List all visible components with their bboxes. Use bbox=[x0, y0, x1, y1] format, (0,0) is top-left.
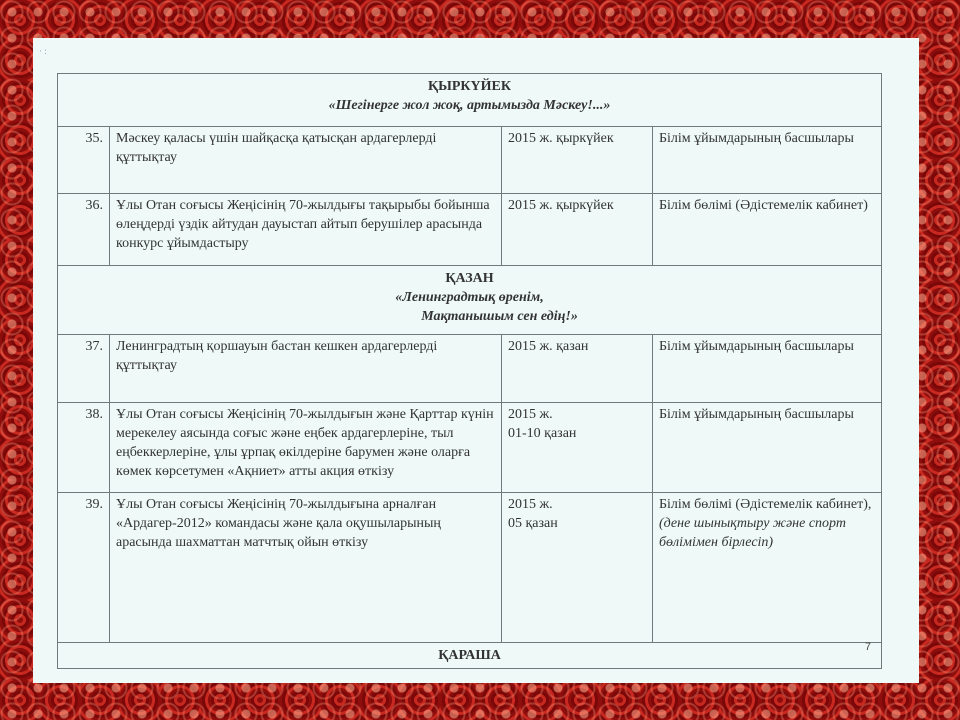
event-date: 2015 ж. қыркүйек bbox=[502, 126, 653, 193]
event-text: Мәскеу қаласы үшін шайқасқа қатысқан ардагерлерді құттықтау bbox=[110, 126, 502, 193]
responsible: Білім бөлімі (Әдістемелік кабинет) bbox=[653, 194, 882, 266]
section-row-october bbox=[58, 265, 882, 335]
event-date-line1: 2015 ж. bbox=[508, 406, 553, 422]
event-date bbox=[502, 493, 653, 643]
section-cell bbox=[58, 265, 882, 335]
section-title-november: ҚАРАША bbox=[438, 647, 501, 663]
scan-artifact: · : bbox=[39, 46, 47, 56]
page-number: 7 bbox=[864, 641, 871, 653]
row-number: 39. bbox=[58, 493, 110, 643]
table-row bbox=[58, 194, 882, 266]
events-table bbox=[57, 73, 882, 669]
table-row bbox=[58, 126, 882, 193]
event-date-line2: 01-10 қазан bbox=[508, 425, 577, 441]
section-row-september bbox=[58, 74, 882, 127]
responsible: Білім ұйымдарының басшылары bbox=[653, 402, 882, 493]
responsible: Білім ұйымдарының басшылары bbox=[653, 335, 882, 402]
row-number: 35. bbox=[58, 126, 110, 193]
table-row bbox=[58, 335, 882, 402]
row-number: 36. bbox=[58, 194, 110, 266]
event-text: Ұлы Отан соғысы Жеңісінің 70-жылдығын және Қарттар күнін мерекелеу аясында соғыс және еңбек ардагерлеріне, тыл еңбеккерлеріне, ұлы ұрпақ өкілдеріне барумен және оларға көмек көрсетумен «Ақниет» атты акция өткізу bbox=[110, 402, 502, 493]
event-text: Ленинградтың қоршауын бастан кешкен ардагерлерді құттықтау bbox=[110, 335, 502, 402]
responsible-note: (дене шынықтыру және спорт бөлімімен бірлесіп) bbox=[659, 516, 846, 551]
event-date-line2: 05 қазан bbox=[508, 516, 558, 532]
event-text: Ұлы Отан соғысы Жеңісінің 70-жылдығына арналған «Ардагер-2012» командасы және қала оқушыларының арасында шахматтан матчтық ойын өткізу bbox=[110, 493, 502, 643]
section-motto-september: «Шегінерге жол жоқ, артымызда Мәскеу!...» bbox=[328, 98, 611, 113]
section-motto-october-line2: Мақтанышым сен едің!» bbox=[421, 308, 578, 324]
responsible: Білім ұйымдарының басшылары bbox=[653, 126, 882, 193]
event-text: Ұлы Отан соғысы Жеңісінің 70-жылдығы тақырыбы бойынша өлеңдерді үздік айтудан дауыстап айтып берушілер арасында конкурс ұйымдастыру bbox=[110, 194, 502, 266]
event-date: 2015 ж. қыркүйек bbox=[502, 194, 653, 266]
section-row-november bbox=[58, 642, 882, 668]
event-date-line1: 2015 ж. bbox=[508, 497, 553, 513]
responsible bbox=[653, 493, 882, 643]
document-page bbox=[33, 38, 919, 683]
table-row bbox=[58, 402, 882, 493]
event-date bbox=[502, 402, 653, 493]
event-date: 2015 ж. қазан bbox=[502, 335, 653, 402]
section-motto-october-line1: «Ленинградтық өренім, bbox=[395, 289, 544, 305]
section-title-september: ҚЫРКҮЙЕК bbox=[427, 79, 512, 94]
section-cell bbox=[58, 74, 882, 127]
section-cell bbox=[58, 642, 882, 668]
row-number: 38. bbox=[58, 402, 110, 493]
row-number: 37. bbox=[58, 335, 110, 402]
table-row bbox=[58, 493, 882, 643]
responsible-main: Білім бөлімі (Әдістемелік кабинет), bbox=[659, 497, 872, 513]
section-title-october: ҚАЗАН bbox=[445, 270, 494, 286]
